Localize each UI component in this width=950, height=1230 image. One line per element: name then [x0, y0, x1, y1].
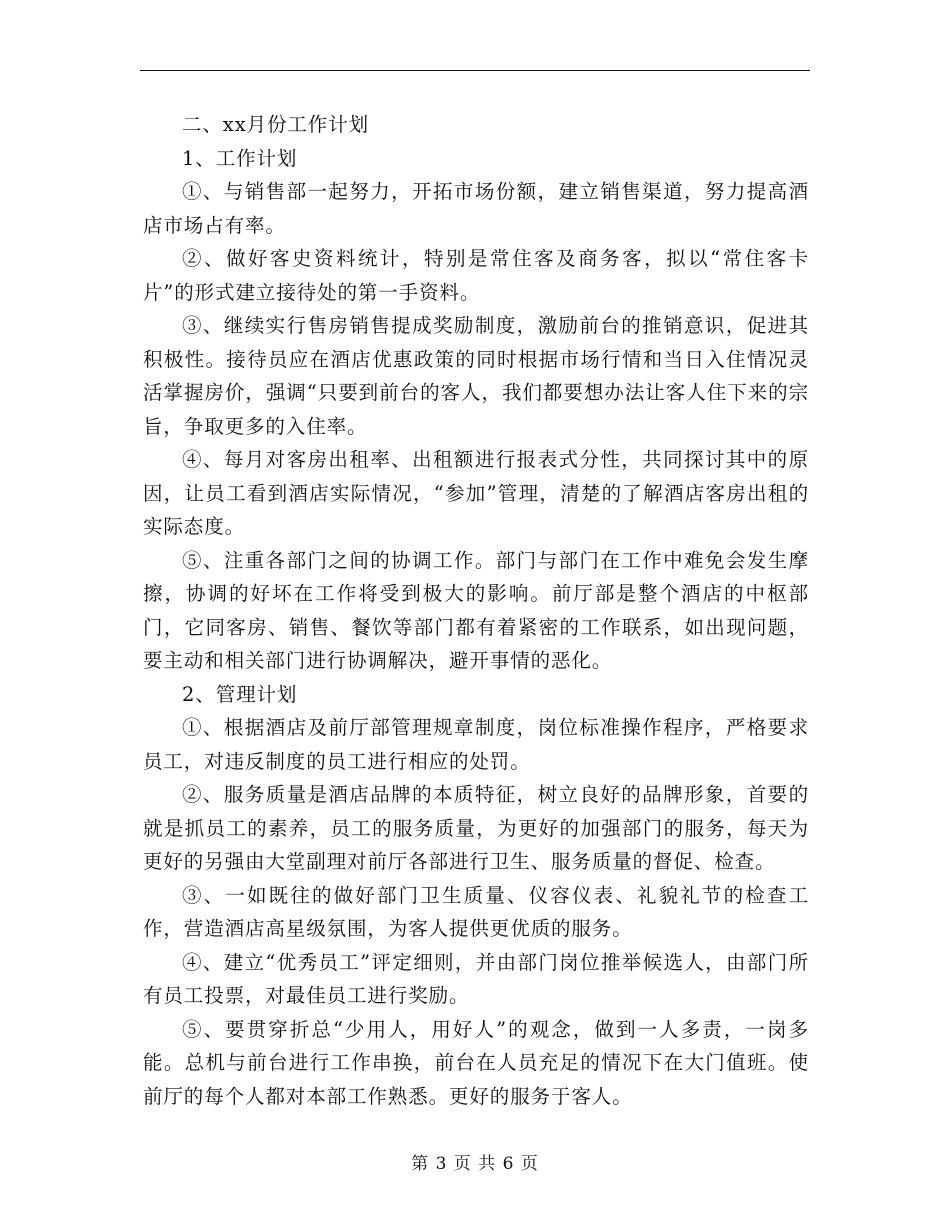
work-plan-item-1: ①、与销售部一起努力，开拓市场份额，建立销售渠道，努力提高酒店市场占有率。 — [143, 180, 809, 237]
document-body — [143, 108, 809, 1113]
management-plan-item-3: ③、一如既往的做好部门卫生质量、仪容仪表、礼貌礼节的检查工作，营造酒店高星级氛围，为客人提供更优质的服务。 — [143, 883, 809, 940]
subsection-heading-management-plan: 2、管理计划 — [182, 682, 298, 706]
work-plan-item-5: ⑤、注重各部门之间的协调工作。部门与部门在工作中难免会发生摩擦，协调的好坏在工作将受到极大的影响。前厅部是整个酒店的中枢部门，它同客房、销售、餐饮等部门都有着紧密的工作联系，如出现问题，要主动和相关部门进行协调解决，避开事情的恶化。 — [143, 548, 809, 672]
header-rule — [140, 70, 810, 71]
management-plan-item-4: ④、建立“优秀员工”评定细则，并由部门岗位推举候选人，由部门所有员工投票，对最佳员工进行奖励。 — [143, 950, 809, 1007]
work-plan-item-3: ③、继续实行售房销售提成奖励制度，激励前台的推销意识，促进其积极性。接待员应在酒店优惠政策的同时根据市场行情和当日入住情况灵活掌握房价，强调“只要到前台的客人，我们都要想办法让客人住下来的宗旨，争取更多的入住率。 — [143, 314, 809, 438]
management-plan-item-2: ②、服务质量是酒店品牌的本质特征，树立良好的品牌形象，首要的就是抓员工的素养，员工的服务质量，为更好的加强部门的服务，每天为更好的另强由大堂副理对前厅各部进行卫生、服务质量的督促、检查。 — [143, 783, 809, 873]
subsection-heading-work-plan: 1、工作计划 — [182, 146, 298, 170]
section-heading: 二、xx月份工作计划 — [182, 113, 369, 136]
page-number: 第 3 页 共 6 页 — [411, 1154, 539, 1174]
management-plan-item-5: ⑤、要贯穿折总“少用人，用好人”的观念，做到一人多责，一岗多能。总机与前台进行工作串换，前台在人员充足的情况下在大门值班。使前厅的每个人都对本部工作熟悉。更好的服务于客人。 — [143, 1017, 809, 1108]
work-plan-item-4: ④、每月对客房出租率、出租额进行报表式分性，共同探讨其中的原因，让员工看到酒店实际情况，“参加”管理，清楚的了解酒店客房出租的实际态度。 — [143, 448, 809, 538]
work-plan-item-2: ②、做好客史资料统计，特别是常住客及商务客，拟以“常住客卡片”的形式建立接待处的第一手资料。 — [143, 247, 809, 304]
management-plan-item-1: ①、根据酒店及前厅部管理规章制度，岗位标准操作程序，严格要求员工，对违反制度的员工进行相应的处罚。 — [143, 716, 809, 773]
